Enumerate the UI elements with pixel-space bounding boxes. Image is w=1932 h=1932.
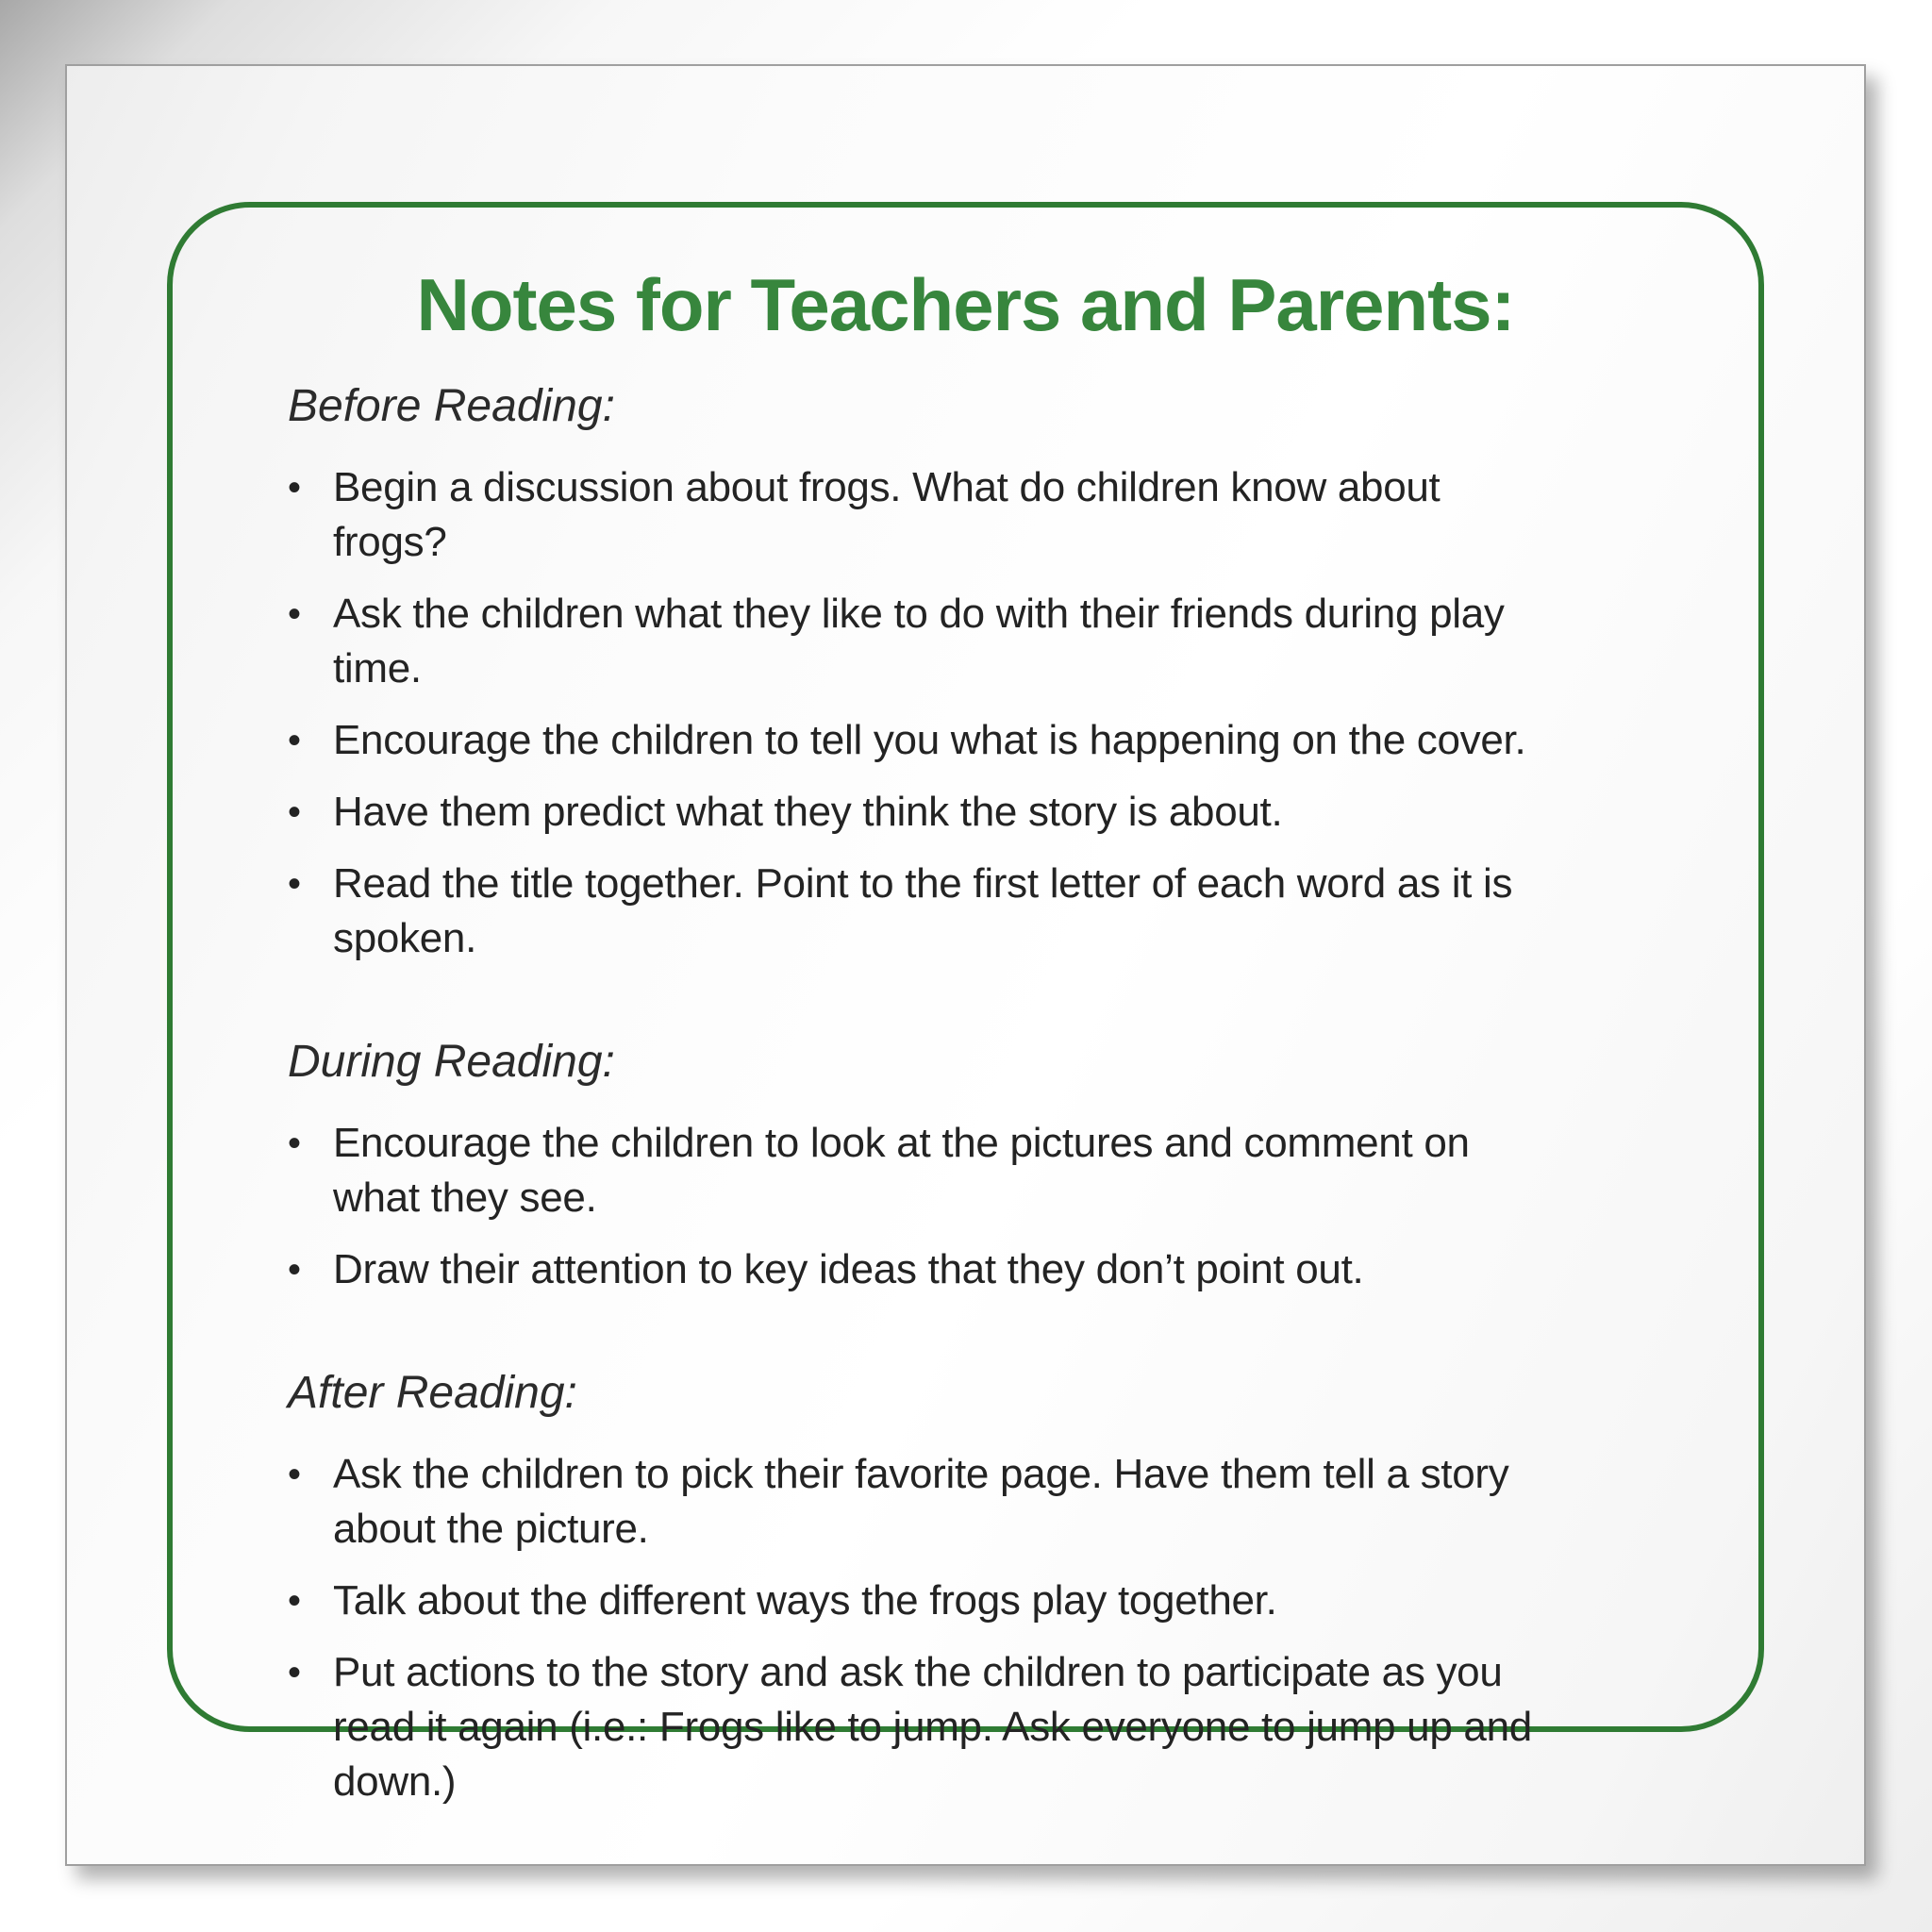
- bullet-item: [288, 460, 1721, 570]
- bullet-icon: •: [288, 720, 302, 761]
- bullet-text-line: Ask the children to pick their favorite page. Have them tell a story: [333, 1451, 1509, 1497]
- bullet-text: [333, 1116, 1470, 1225]
- section-heading: Before Reading:: [288, 381, 615, 431]
- bullet-text-line: Begin a discussion about frogs. What do children know about: [333, 464, 1441, 510]
- bullet-text: [333, 1645, 1532, 1809]
- section-heading: After Reading:: [288, 1368, 577, 1418]
- bullet-text-line: frogs?: [333, 519, 447, 565]
- bullet-item: [288, 1447, 1721, 1557]
- bullet-icon: •: [288, 467, 302, 508]
- bullet-icon: •: [288, 1123, 302, 1164]
- bullet-item: [288, 713, 1721, 768]
- bullet-text-line: Read the title together. Point to the first letter of each word as it is: [333, 860, 1513, 907]
- bullet-icon: •: [288, 1652, 302, 1693]
- bullet-text-line: Encourage the children to look at the pictures and comment on: [333, 1120, 1470, 1166]
- bullet-icon: •: [288, 1249, 302, 1291]
- bullet-icon: •: [288, 1454, 302, 1495]
- bullet-text: [333, 1574, 1277, 1628]
- notes-border-box: [167, 202, 1764, 1805]
- bullet-icon: •: [288, 1580, 302, 1622]
- bullet-text-line: about the picture.: [333, 1506, 649, 1552]
- bullet-text: [333, 587, 1505, 696]
- bullet-item: [288, 587, 1721, 696]
- bullet-item: [288, 1574, 1721, 1628]
- bullet-text-line: Have them predict what they think the story is about.: [333, 789, 1283, 835]
- bullet-text-line: Put actions to the story and ask the children to participate as you: [333, 1649, 1503, 1695]
- bullet-text-line: Ask the children what they like to do with their friends during play: [333, 591, 1505, 637]
- page-title: Notes for Teachers and Parents:: [416, 263, 1515, 346]
- bullet-icon: •: [288, 791, 302, 833]
- bullet-text: [333, 1242, 1363, 1297]
- bullet-item: [288, 1116, 1721, 1225]
- notes-content: [173, 380, 1758, 1809]
- bullet-text-line: what they see.: [333, 1174, 597, 1221]
- bullet-text-line: Draw their attention to key ideas that they don’t point out.: [333, 1246, 1364, 1292]
- bullet-item: [288, 1242, 1721, 1297]
- bullet-text-line: read it again (i.e.: Frogs like to jump. Ask everyone to jump up and: [333, 1704, 1532, 1750]
- bullet-icon: •: [288, 863, 302, 905]
- bullet-text-line: Talk about the different ways the frogs play together.: [333, 1577, 1277, 1624]
- bullet-text-line: Encourage the children to tell you what is happening on the cover.: [333, 717, 1526, 763]
- bullet-text-line: time.: [333, 645, 422, 691]
- bullet-item: [288, 785, 1721, 840]
- bullet-icon: •: [288, 593, 302, 635]
- section-heading: During Reading:: [288, 1037, 615, 1087]
- book-page: [65, 64, 1866, 1866]
- bullet-text-line: spoken.: [333, 915, 477, 961]
- bullet-text: [333, 713, 1525, 768]
- bullet-item: [288, 1645, 1721, 1809]
- bullet-text: [333, 785, 1282, 840]
- bullet-text-line: down.): [333, 1758, 457, 1805]
- bullet-item: [288, 857, 1721, 966]
- bullet-text: [333, 460, 1440, 570]
- bullet-text: [333, 1447, 1508, 1557]
- bullet-text: [333, 857, 1512, 966]
